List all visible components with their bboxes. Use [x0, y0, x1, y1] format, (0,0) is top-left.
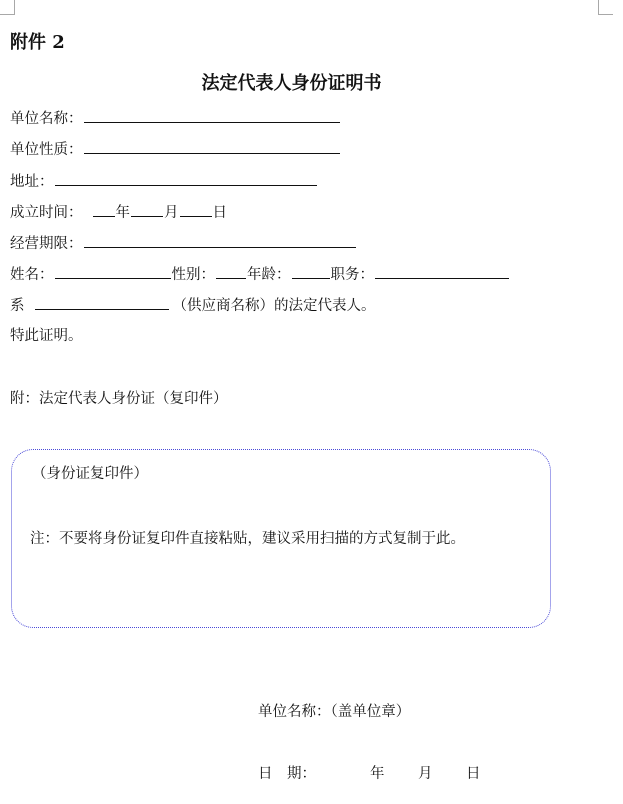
unit-name-label: 单位名称：	[10, 111, 83, 127]
supplier-name-blank[interactable]	[35, 295, 169, 310]
gender-blank[interactable]	[216, 264, 246, 279]
relation-prefix: 系	[10, 298, 25, 314]
unit-nature-blank[interactable]	[84, 139, 340, 154]
date-day-label: 日	[466, 766, 481, 782]
established-year-label: 年	[115, 205, 130, 221]
name-blank[interactable]	[55, 264, 171, 279]
field-business-term	[10, 233, 357, 254]
business-term-blank[interactable]	[84, 233, 356, 248]
field-relation	[10, 295, 376, 316]
field-address	[10, 171, 318, 192]
attachment-line: 附：法定代表人身份证（复印件）	[10, 391, 228, 407]
relation-suffix: （供应商名称）的法定代表人。	[172, 298, 376, 314]
field-personal-info	[10, 264, 510, 285]
seal-line: 单位名称：（盖单位章）	[258, 704, 411, 720]
gender-label: 性别：	[171, 267, 215, 283]
date-label: 日 期：	[258, 766, 316, 782]
established-year-blank[interactable]	[93, 202, 115, 217]
established-label: 成立时间：	[10, 205, 83, 221]
certify-text: 特此证明。	[10, 328, 83, 344]
age-label: 年龄：	[247, 267, 291, 283]
crop-mark-top-left	[0, 0, 15, 15]
age-blank[interactable]	[292, 264, 330, 279]
established-day-blank[interactable]	[180, 202, 212, 217]
unit-nature-label: 单位性质：	[10, 142, 83, 158]
date-year-label: 年	[370, 766, 385, 782]
position-blank[interactable]	[375, 264, 509, 279]
field-established	[10, 202, 227, 223]
established-month-label: 月	[164, 205, 179, 221]
address-blank[interactable]	[55, 171, 317, 186]
crop-mark-top-right	[598, 0, 613, 15]
business-term-label: 经营期限：	[10, 236, 83, 252]
date-month-label: 月	[418, 766, 433, 782]
document-title: 法定代表人身份证明书	[201, 73, 382, 94]
address-label: 地址：	[10, 174, 54, 190]
field-unit-name	[10, 108, 341, 129]
field-unit-nature	[10, 139, 341, 160]
id-copy-note: 注：不要将身份证复印件直接粘贴，建议采用扫描的方式复制于此。	[30, 531, 465, 547]
position-label: 职务：	[330, 267, 374, 283]
id-copy-label: （身份证复印件）	[32, 466, 148, 482]
established-month-blank[interactable]	[131, 202, 163, 217]
established-day-label: 日	[212, 205, 227, 221]
attachment-number: 附件 2	[10, 32, 65, 53]
name-label: 姓名：	[10, 267, 54, 283]
unit-name-blank[interactable]	[84, 108, 340, 123]
